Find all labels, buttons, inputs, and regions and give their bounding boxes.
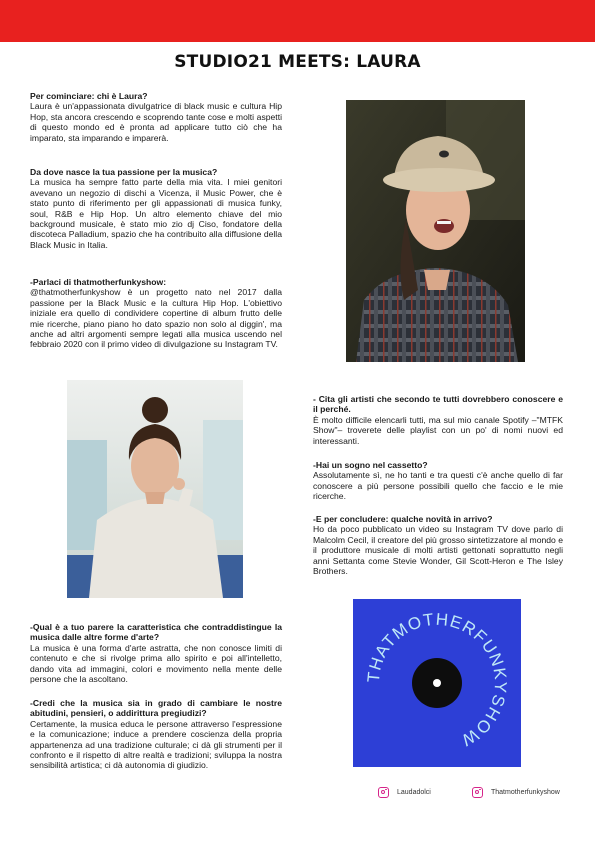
page-title: STUDIO21 MEETS: LAURA [174, 52, 421, 72]
question: -Hai un sogno nel cassetto? [313, 460, 428, 470]
passion-section [30, 167, 282, 250]
social-handle: Thatmotherfunkyshow [491, 788, 560, 796]
question: - Cita gli artisti che secondo te tutti dovrebbero conoscere e il perché. [313, 394, 563, 415]
show-logo [353, 599, 521, 767]
social-instagram-show[interactable] [472, 785, 560, 799]
question: -Qual è a tuo parere la caratteristica che contraddistingue la musica dalle altre forme d'arte? [30, 622, 282, 643]
answer: È molto difficile elencarli tutti, ma sul mio canale Spotify –"MTFK Show"– troverete delle playlist con un po' di nomi nuovi ed interessanti. [313, 414, 563, 446]
header-bar [0, 0, 595, 42]
question: Per cominciare: chi è Laura? [30, 91, 148, 101]
logo-text-path: THATMOTHERFUNKYSHOW [363, 609, 511, 751]
answer: La musica è una forma d'arte astratta, che non conosce limiti di contenuto e che si rivolge prima allo spirito e poi all'intelletto, dando vita ad immagini, colori e movimento nella mente delle persone che la ascoltano. [30, 642, 282, 685]
social-handle: Laudadolci [397, 788, 431, 796]
answer: Laura è un'appassionata divulgatrice di black music e cultura Hip Hop, sta ancora crescendo e scoprendo tante cose e molti aspetti di questo mondo ed è pronta ad applicare tutto ciò che ha imparato, sta imparando e imparerà. [30, 101, 282, 143]
show-section [30, 277, 282, 350]
question: Da dove nasce la tua passione per la musica? [30, 167, 218, 177]
change-section [30, 698, 282, 771]
question: -E per concludere: qualche novità in arrivo? [313, 514, 493, 524]
social-instagram-laura[interactable] [378, 785, 431, 799]
question: -Credi che la musica sia in grado di cambiare le nostre abitudini, pensieri, o addirittura pregiudizi? [30, 698, 282, 719]
question: -Parlaci di thatmotherfunkyshow: [30, 277, 167, 287]
answer: La musica ha sempre fatto parte della mia vita. I miei genitori avevano un negozio di dischi a Vicenza, il Music Power, che è stato punto di riferimento per gli appassionati di musica funky, soul, R&B e Hip Hop. Un altro elemento chiave del mio background musicale, è stato mio zio dj Ciso, fondatore della discoteca Palladium, spazio che ha contribuito alla diffusione della Black Music in Italia. [30, 177, 282, 250]
news-section [313, 514, 563, 576]
answer: Certamente, la musica educa le persone attraverso l'espressione e la comunicazione; induce a prendere coscienza della propria appartenenza ad una tradizione culturale; ci dà gli strumenti per il confronto e il rispetto di altre realtà e tradizioni; sviluppa la nostra sensibilità artistica; ci dà autonomia di giudizio. [30, 718, 282, 771]
art-section [30, 622, 282, 684]
answer: Assolutamente sì, ne ho tanti e tra questi c'è anche quello di far conoscere a più persone possibili quello che faccio e le mie ricerche. [313, 470, 563, 502]
intro-section [30, 91, 282, 143]
instagram-icon [378, 787, 389, 798]
dream-section [313, 460, 563, 502]
instagram-icon [472, 787, 483, 798]
answer: @thatmotherfunkyshow è un progetto nato nel 2017 dalla passione per la Black Music e la cultura Hip Hop. L'obiettivo iniziale era quello di condividere copertine di album frutto delle mie ricerche, piano piano ho dato spazio non solo al diggin', ma anche ad altri argomenti sempre legati alla musica uscendo nel febbraio 2020 con il primo video di divulgazione su Instagram TV. [30, 287, 282, 350]
laura-sweater-photo [67, 380, 243, 598]
artists-section [313, 394, 563, 446]
laura-hat-photo [346, 100, 525, 362]
answer: Ho da poco pubblicato un video su Instagram TV dove parlo di Malcolm Cecil, il creatore del più grosso sintetizzatore al mondo e il produttore musicale di molti artisti gettonati soprattutto negli anni Settanta come Stevie Wonder, Gil Scott-Heron e The Isley Brothers. [313, 524, 563, 577]
